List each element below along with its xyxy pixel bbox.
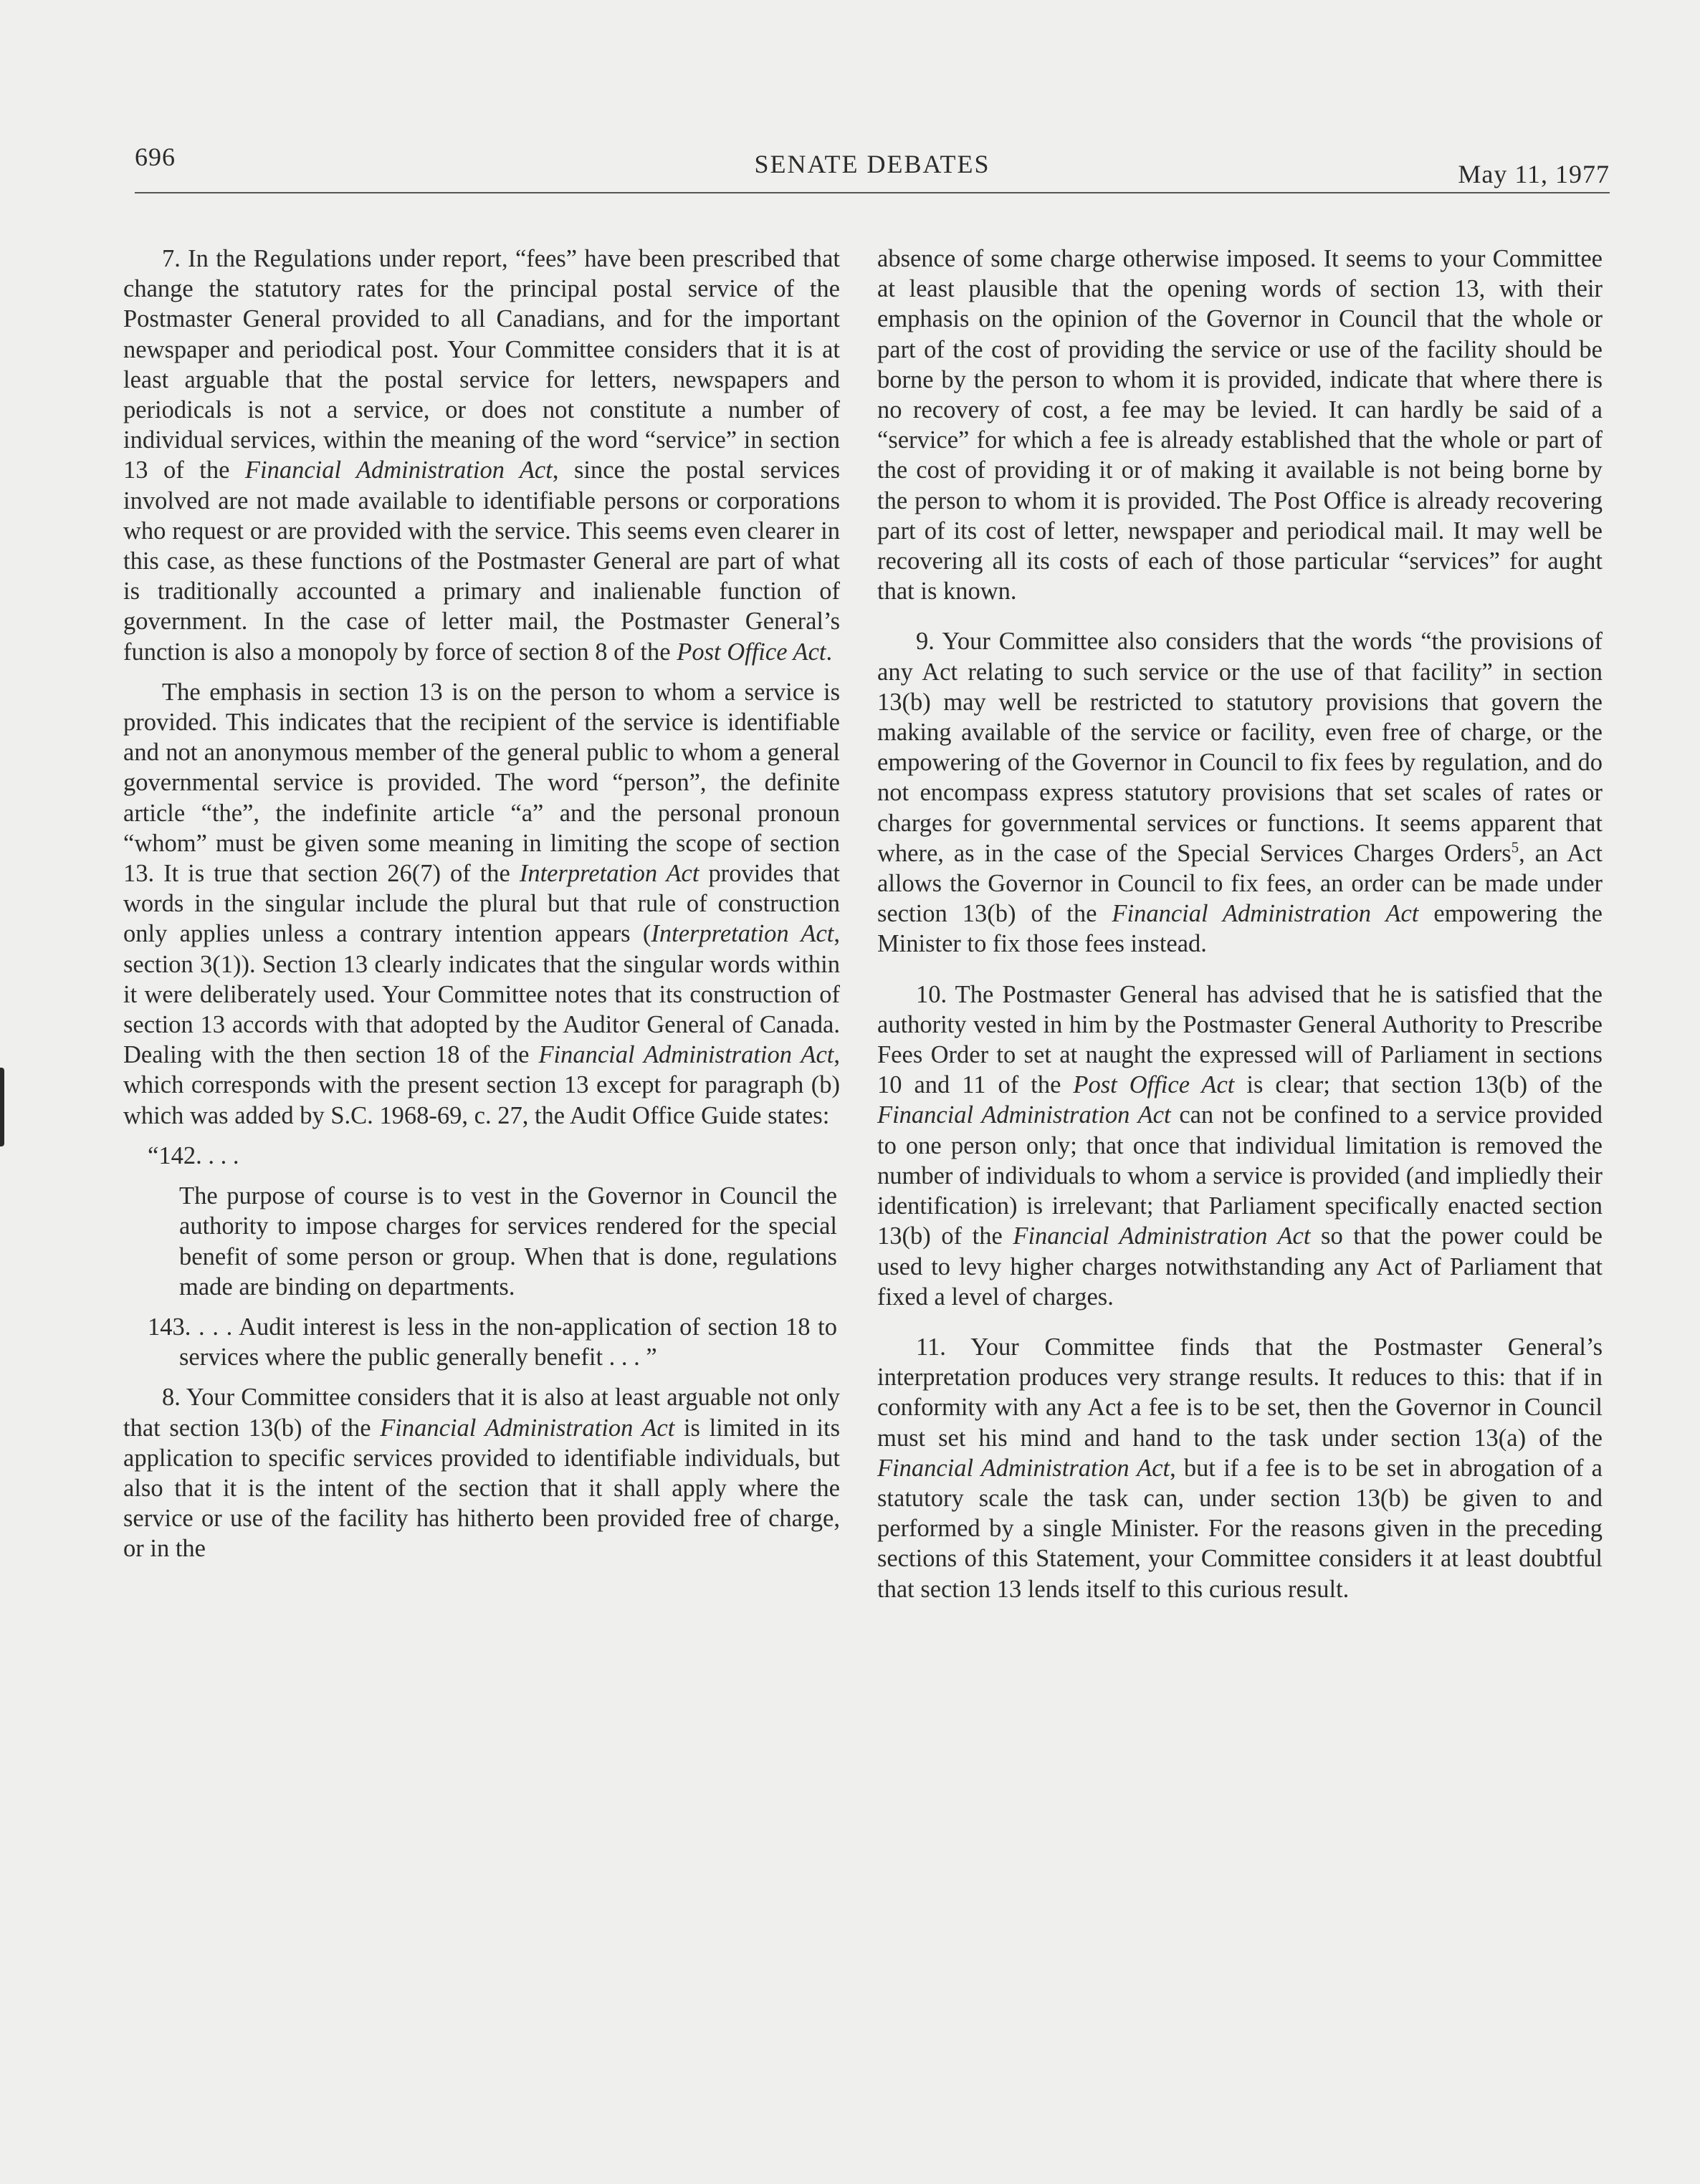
paragraph-8: 8. Your Committee considers that it is also at least arguable not only that section 13(b) of the Financial Administration Act is limited in its application to specific services provided to identifiable individuals, but also that it is the intent of the section that it shall apply where the service or use of the facility has hitherto been provided free of charge, or in the bbox=[123, 1384, 840, 1563]
paragraph-11: 11. Your Committee finds that the Postmaster General’s interpretation produces very strange results. It reduces to this: that if in conformity with any Act a fee is to be set, then the Governor in Council must set his mind and hand to the task under section 13(a) of the Financial Administration Act, but if a fee is to be set in abrogation of a statutory scale the task can, under section 13(b) be given to and performed by a single Minister. For the reasons given in the preceding sections of this Statement, your Committee considers it at least doubtful that section 13 lends itself to this curious result. bbox=[877, 1333, 1603, 1603]
left-column bbox=[123, 244, 840, 1564]
page-header bbox=[135, 140, 1610, 193]
paragraph-9: 9. Your Committee also considers that the words “the provisions of any Act relating to such service or the use of that facility” in section 13(b) may well be restricted to statutory provisions that govern the making available of the service or facility, even free of charge, or the empowering of the Governor in Council to fix fees by regulation, and do not encompass express statutory provisions that set scales of rates or charges for governmental services or functions. It seems apparent that where, as in the case of the Special Services Charges Orders$^5$, an Act allows the Governor in Council to fix fees, an order can be made under section 13(b) of the Financial Administration Act empowering the Minister to fix those fees instead. bbox=[877, 628, 1603, 958]
footnote-marker: 5 bbox=[1511, 840, 1519, 856]
paragraph-8-continued: absence of some charge otherwise imposed. It seems to your Committee at least plausible that the opening words of section 13, with their emphasis on the opinion of the Governor in Council that the whole or part of the cost of providing the service or use of the facility should be borne by the person to whom it is provided, indicate that where there is no recovery of cost, a fee may be levied. It can hardly be said of a “service” for which a fee is already established that the whole or part of the cost of providing it or of making it available is not being borne by the person to whom it is provided. The Post Office is already recovering part of its cost of letter, newspaper and periodical mail. It may well be recovering all its costs of each of those particular “services” for aught that is known. bbox=[877, 245, 1603, 605]
running-title: SENATE DEBATES bbox=[754, 150, 990, 178]
quote-143: 143. . . . Audit interest is less in the non-application of section 18 to services where the public generally benefit . . . ” bbox=[148, 1313, 837, 1371]
binding-edge-mark bbox=[0, 1068, 4, 1146]
paragraph-10: 10. The Postmaster General has advised that he is satisfied that the authority vested in him by the Postmaster General Authority to Prescribe Fees Order to set at naught the expressed will of Parliament in sections 10 and 11 of the Post Office Act is clear; that section 13(b) of the Financial Administration Act can not be confined to a service provided to one person only; that once that individual limitation is removed the number of individuals to whom a service is provided (and impliedly their identification) is irrelevant; that Parliament specifically enacted section 13(b) of the Financial Administration Act so that the power could be used to levy higher charges notwithstanding any Act of Parliament that fixed a level of charges. bbox=[877, 980, 1603, 1311]
paragraph-7: 7. In the Regulations under report, “fees” have been prescribed that change the statutory rates for the principal postal service of the Postmaster General provided to all Canadians, and for the important newspaper and periodical post. Your Committee considers that it is at least arguable that the postal service for letters, newspapers and periodicals is not a service, or does not constitute a number of individual services, within the meaning of the word “service” in section 13 of the Financial Administration Act, since the postal services involved are not made available to identifiable persons or corporations who request or are provided with the service. This seems even clearer in this case, as these functions of the Postmaster General are part of what is traditionally accounted a primary and inalienable function of government. In the case of letter mail, the Postmaster General’s function is also a monopoly by force of section 8 of the Post Office Act. bbox=[123, 245, 841, 666]
right-column bbox=[877, 244, 1603, 1604]
page-number: 696 bbox=[135, 143, 176, 171]
block-quote: The purpose of course is to vest in the Governor in Council the authority to impose charges for services rendered for the special benefit of some person or group. When that is done, regulations made are binding on departments. bbox=[179, 1182, 837, 1301]
paragraph-emphasis: The emphasis in section 13 is on the person to whom a service is provided. This indicates that the recipient of the service is identifiable and not an anonymous member of the general public to whom a general governmental service is provided. The word “person”, the definite article “the”, the indefinite article “a” and the personal pronoun “whom” must be given some meaning in limiting the scope of section 13. It is true that section 26(7) of the Interpretation Act provides that words in the singular include the plural but that rule of construction only applies unless a contrary intention appears (Interpretation Act, section 3(1)). Section 13 clearly indicates that the singular words within it were deliberately used. Your Committee notes that its construction of section 13 accords with that adopted by the Auditor General of Canada. Dealing with the then section 18 of the Financial Administration Act, which corresponds with the present section 13 except for paragraph (b) which was added by S.C. 1968-69, c. 27, the Audit Office Guide states: bbox=[123, 678, 841, 1129]
header-date: May 11, 1977 bbox=[1458, 160, 1610, 188]
quote-heading: “142. . . . bbox=[148, 1141, 239, 1169]
